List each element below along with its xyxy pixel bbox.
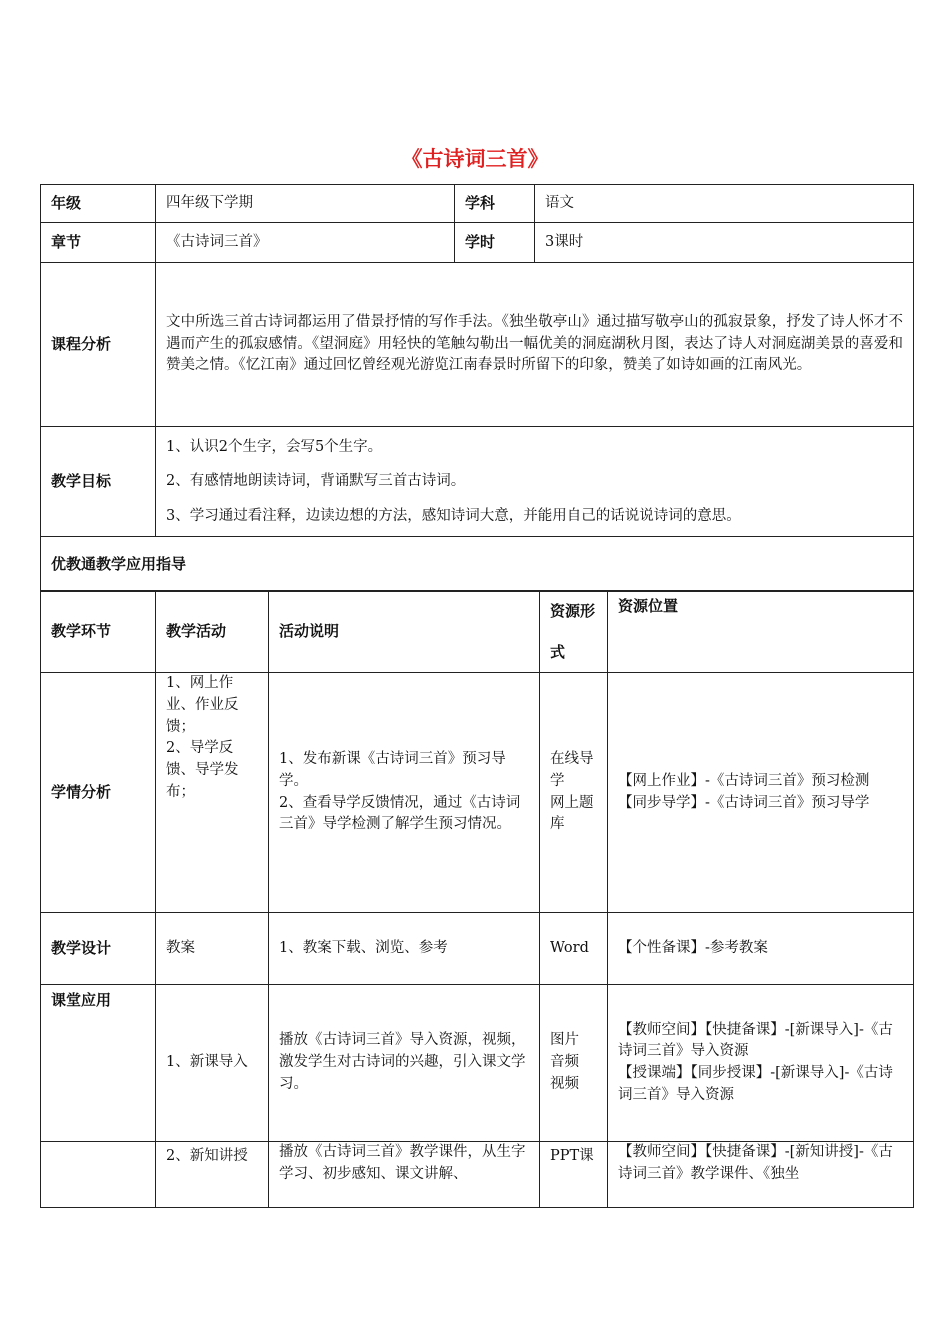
- row-form: Word: [540, 913, 608, 985]
- col-stage: 教学环节: [41, 591, 156, 673]
- row-desc: 1、发布新课《古诗词三首》预习导学。 2、查看导学反馈情况，通过《古诗词三首》导学检测了解学生预习情况。: [269, 673, 540, 913]
- row-stage: 学情分析: [41, 673, 156, 913]
- guide-heading: 优教通教学应用指导: [41, 537, 914, 592]
- guide-row-design: [41, 913, 914, 985]
- chapter-row: [41, 223, 914, 263]
- chapter-label: 章节: [41, 223, 156, 263]
- grade-row: [41, 185, 914, 223]
- row-desc: 播放《古诗词三首》导入资源，视频，激发学生对古诗词的兴趣，引入课文学习。: [269, 985, 540, 1142]
- row-form: PPT课: [540, 1142, 608, 1208]
- guide-row-class-new: [41, 1142, 914, 1208]
- col-desc: 活动说明: [269, 591, 540, 673]
- row-desc: 1、教案下载、浏览、参考: [269, 913, 540, 985]
- row-form: 图片 音频 视频: [540, 985, 608, 1142]
- goal-item: 3、学习通过看注释，边读边想的方法，感知诗词大意，并能用自己的话说说诗词的意思。: [166, 507, 741, 524]
- row-stage: 课堂应用: [41, 985, 156, 1142]
- row-location: 【教师空间】【快捷备课】-[新课导入]-《古诗词三首》导入资源 【授课端】【同步授课】-[新课导入]-《古诗词三首》导入资源: [608, 985, 914, 1142]
- row-location: 【个性备课】-参考教案: [608, 913, 914, 985]
- goals-label: 教学目标: [41, 427, 156, 537]
- guide-heading-row: [41, 537, 914, 592]
- col-location: 资源位置: [608, 591, 914, 673]
- subject-label: 学科: [455, 185, 535, 223]
- row-form: 在线导学 网上题库: [540, 673, 608, 913]
- guide-header-row: [41, 591, 914, 673]
- goal-item: 2、有感情地朗读诗词，背诵默写三首古诗词。: [166, 473, 466, 490]
- analysis-text: 文中所选三首古诗词都运用了借景抒情的写作手法。《独坐敬亭山》通过描写敬亭山的孤寂景象，抒发了诗人怀才不遇而产生的孤寂感情。《望洞庭》用轻快的笔触勾勒出一幅优美的洞庭湖秋月图，表达了诗人对洞庭湖美景的喜爱和赞美之情。《忆江南》通过回忆曾经观光游览江南春景时所留下的印象，赞美了如诗如画的江南风光。: [156, 263, 914, 427]
- col-form: 资源形式: [540, 591, 608, 673]
- analysis-label: 课程分析: [41, 263, 156, 427]
- chapter-value: 《古诗词三首》: [156, 223, 455, 263]
- grade-label: 年级: [41, 185, 156, 223]
- guide-table: [40, 590, 914, 1208]
- row-activity: 1、网上作业、作业反馈； 2、导学反馈、导学发布；: [156, 673, 269, 913]
- grade-value: 四年级下学期: [156, 185, 455, 223]
- col-activity: 教学活动: [156, 591, 269, 673]
- row-location: 【教师空间】【快捷备课】-[新知讲授]-《古诗词三首》教学课件、《独坐: [608, 1142, 914, 1208]
- row-stage: 教学设计: [41, 913, 156, 985]
- analysis-row: [41, 263, 914, 427]
- hours-value: 3课时: [535, 223, 914, 263]
- lesson-info-table: [40, 184, 914, 592]
- guide-row-class-intro: [41, 985, 914, 1142]
- guide-row-analysis: [41, 673, 914, 913]
- hours-label: 学时: [455, 223, 535, 263]
- row-activity: 2、新知讲授: [156, 1142, 269, 1208]
- row-desc: 播放《古诗词三首》教学课件，从生字学习、初步感知、课文讲解、: [269, 1142, 540, 1208]
- row-location: 【网上作业】-《古诗词三首》预习检测 【同步导学】-《古诗词三首》预习导学: [608, 673, 914, 913]
- goals-list: [156, 427, 914, 537]
- row-activity: 教案: [156, 913, 269, 985]
- goals-row: [41, 427, 914, 537]
- subject-value: 语文: [535, 185, 914, 223]
- goal-item: 1、认识2个生字，会写5个生字。: [166, 439, 383, 456]
- row-activity: 1、新课导入: [156, 985, 269, 1142]
- row-stage-empty: [41, 1142, 156, 1208]
- document-title: 《古诗词三首》: [401, 147, 549, 171]
